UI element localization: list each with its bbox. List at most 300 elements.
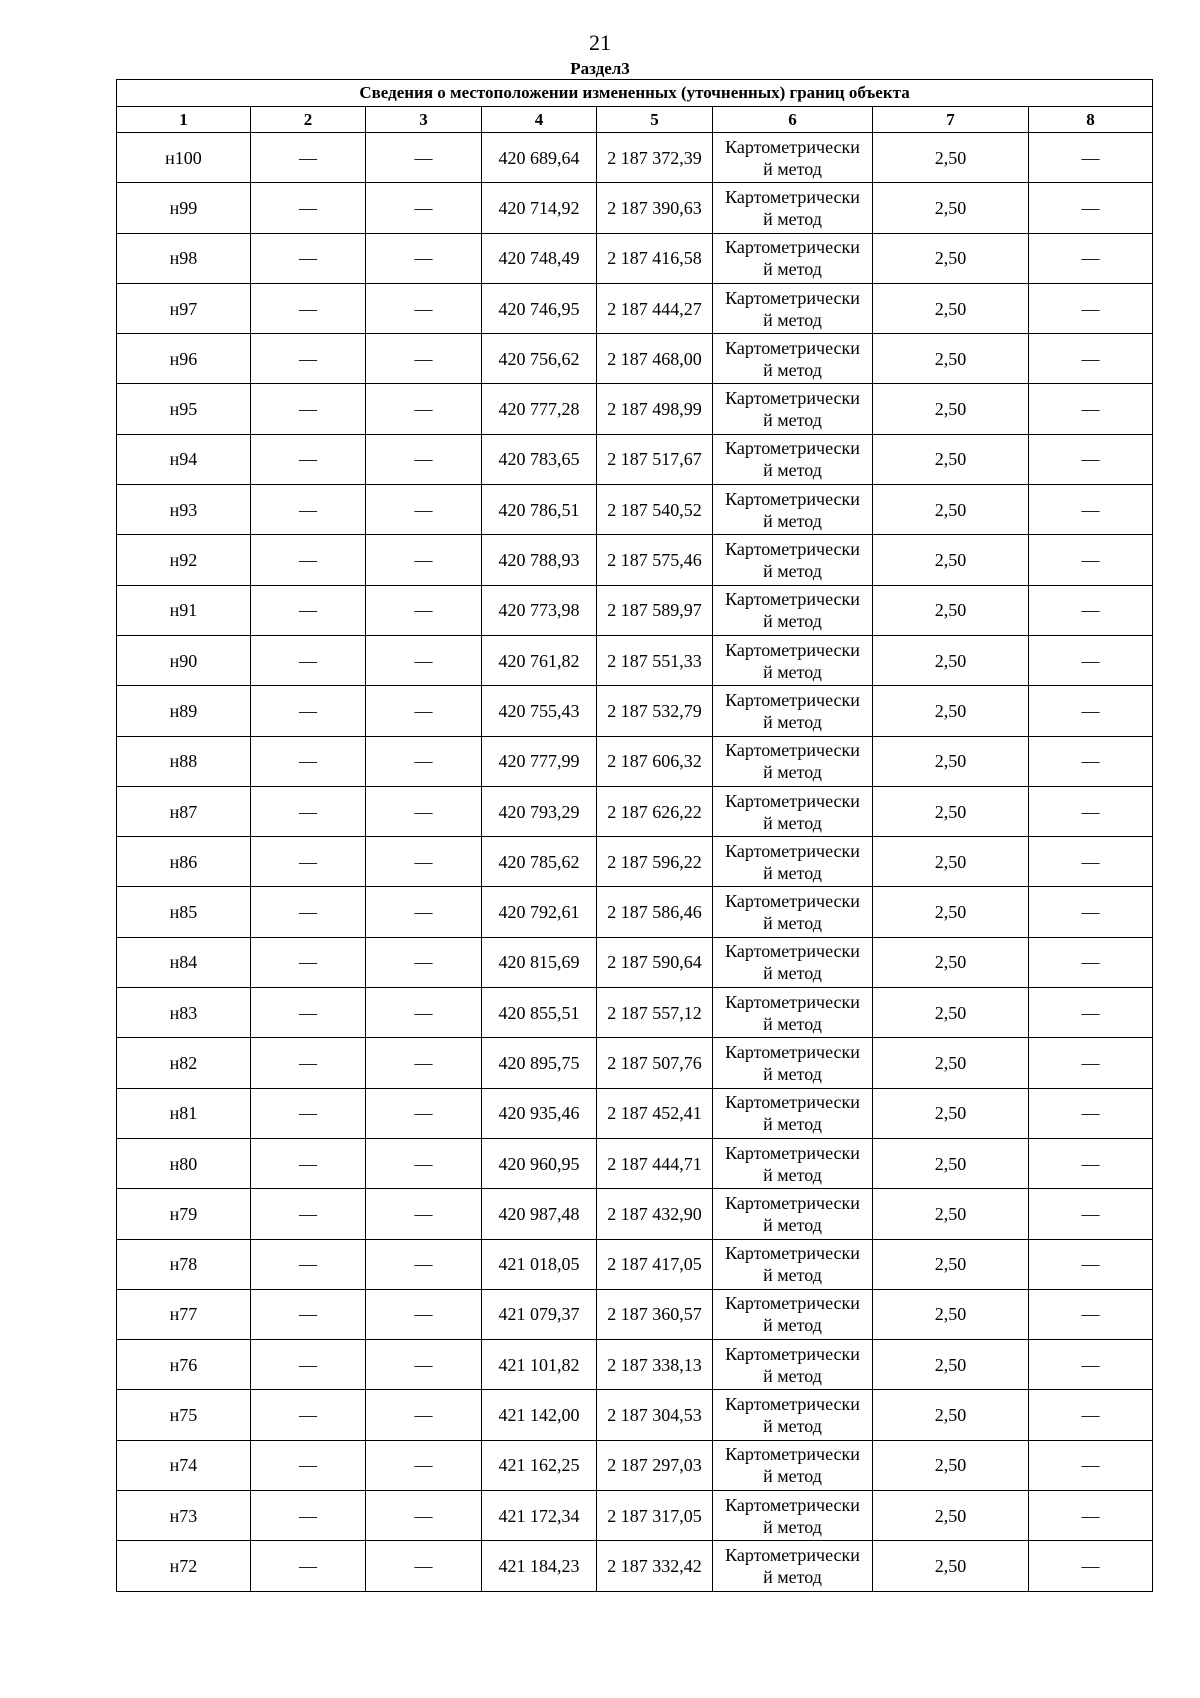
table-row xyxy=(117,887,1153,937)
method-line: Картометрически xyxy=(725,1142,860,1163)
dash-mark: — xyxy=(299,1103,317,1124)
dash-mark: — xyxy=(414,1002,433,1023)
point-number-cell: н73 xyxy=(117,1491,251,1541)
x-coordinate-cell: 420 793,29 xyxy=(482,786,597,836)
accuracy-cell: 2,50 xyxy=(873,686,1029,736)
empty-dash-cell xyxy=(366,434,482,484)
dash-mark: — xyxy=(299,449,317,470)
y-coordinate-cell: 2 187 517,67 xyxy=(597,434,713,484)
point-number-cell: н84 xyxy=(117,937,251,987)
table-row xyxy=(117,485,1153,535)
empty-dash-cell xyxy=(1029,535,1153,585)
y-coordinate-cell: 2 187 498,99 xyxy=(597,384,713,434)
empty-dash-cell xyxy=(251,786,366,836)
empty-dash-cell xyxy=(251,1289,366,1339)
page-number: 21 xyxy=(589,30,611,55)
empty-dash-cell xyxy=(366,988,482,1038)
method-line: Картометрически xyxy=(725,287,860,308)
column-header: 7 xyxy=(873,107,1029,133)
y-coordinate-cell: 2 187 338,13 xyxy=(597,1340,713,1390)
empty-dash-cell xyxy=(366,585,482,635)
dash-mark: — xyxy=(1081,600,1100,621)
y-coordinate-cell: 2 187 360,57 xyxy=(597,1289,713,1339)
method-cell xyxy=(713,334,873,384)
point-number-cell: н78 xyxy=(117,1239,251,1289)
table-row xyxy=(117,1189,1153,1239)
method-line: Картометрически xyxy=(725,438,860,459)
empty-dash-cell xyxy=(1029,384,1153,434)
x-coordinate-cell: 421 142,00 xyxy=(482,1390,597,1440)
dash-mark: — xyxy=(414,902,433,923)
dash-mark: — xyxy=(414,147,433,168)
x-coordinate-cell: 420 748,49 xyxy=(482,233,597,283)
dash-mark: — xyxy=(414,1203,433,1224)
accuracy-cell: 2,50 xyxy=(873,585,1029,635)
y-coordinate-cell: 2 187 432,90 xyxy=(597,1189,713,1239)
x-coordinate-cell: 420 960,95 xyxy=(482,1138,597,1188)
accuracy-cell: 2,50 xyxy=(873,937,1029,987)
dash-mark: — xyxy=(1081,1405,1100,1426)
table-row xyxy=(117,937,1153,987)
method-line: й метод xyxy=(763,1214,822,1235)
empty-dash-cell xyxy=(251,334,366,384)
method-line: Картометрически xyxy=(725,488,860,509)
dash-mark: — xyxy=(1081,499,1100,520)
method-cell xyxy=(713,384,873,434)
y-coordinate-cell: 2 187 417,05 xyxy=(597,1239,713,1289)
method-cell xyxy=(713,1491,873,1541)
method-cell xyxy=(713,736,873,786)
method-cell xyxy=(713,585,873,635)
empty-dash-cell xyxy=(251,1239,366,1289)
dash-mark: — xyxy=(1081,248,1100,269)
x-coordinate-cell: 420 777,99 xyxy=(482,736,597,786)
y-coordinate-cell: 2 187 532,79 xyxy=(597,686,713,736)
dash-mark: — xyxy=(1081,147,1100,168)
y-coordinate-cell: 2 187 507,76 xyxy=(597,1038,713,1088)
method-line: й метод xyxy=(763,963,822,984)
dash-mark: — xyxy=(414,1505,433,1526)
point-number-cell: н79 xyxy=(117,1189,251,1239)
y-coordinate-cell: 2 187 626,22 xyxy=(597,786,713,836)
method-cell xyxy=(713,887,873,937)
y-coordinate-cell: 2 187 586,46 xyxy=(597,887,713,937)
dash-mark: — xyxy=(299,1304,317,1325)
dash-mark: — xyxy=(299,1002,317,1023)
empty-dash-cell xyxy=(251,837,366,887)
x-coordinate-cell: 421 079,37 xyxy=(482,1289,597,1339)
method-line: Картометрически xyxy=(725,840,860,861)
table-body xyxy=(117,133,1153,1592)
method-line: Картометрически xyxy=(725,689,860,710)
empty-dash-cell xyxy=(1029,283,1153,333)
method-line: й метод xyxy=(763,1516,822,1537)
accuracy-cell: 2,50 xyxy=(873,434,1029,484)
point-number-cell: н82 xyxy=(117,1038,251,1088)
x-coordinate-cell: 421 172,34 xyxy=(482,1491,597,1541)
dash-mark: — xyxy=(414,248,433,269)
dash-mark: — xyxy=(299,801,317,822)
method-cell xyxy=(713,233,873,283)
empty-dash-cell xyxy=(251,283,366,333)
y-coordinate-cell: 2 187 551,33 xyxy=(597,635,713,685)
column-header: 2 xyxy=(251,107,366,133)
table-caption: Сведения о местоположении измененных (уточненных) границ объекта xyxy=(117,80,1153,107)
empty-dash-cell xyxy=(251,1541,366,1591)
x-coordinate-cell: 421 162,25 xyxy=(482,1440,597,1490)
y-coordinate-cell: 2 187 444,71 xyxy=(597,1138,713,1188)
accuracy-cell: 2,50 xyxy=(873,384,1029,434)
point-number-cell: н93 xyxy=(117,485,251,535)
y-coordinate-cell: 2 187 589,97 xyxy=(597,585,713,635)
dash-mark: — xyxy=(299,1505,317,1526)
method-cell xyxy=(713,283,873,333)
y-coordinate-cell: 2 187 540,52 xyxy=(597,485,713,535)
method-line: й метод xyxy=(763,812,822,833)
accuracy-cell: 2,50 xyxy=(873,183,1029,233)
dash-mark: — xyxy=(1081,801,1100,822)
empty-dash-cell xyxy=(1029,1239,1153,1289)
table-row xyxy=(117,1289,1153,1339)
table-row xyxy=(117,1390,1153,1440)
method-line: й метод xyxy=(763,561,822,582)
table-row xyxy=(117,1440,1153,1490)
method-cell xyxy=(713,183,873,233)
dash-mark: — xyxy=(1081,1304,1100,1325)
x-coordinate-cell: 420 746,95 xyxy=(482,283,597,333)
accuracy-cell: 2,50 xyxy=(873,233,1029,283)
x-coordinate-cell: 420 777,28 xyxy=(482,384,597,434)
method-line: Картометрически xyxy=(725,1444,860,1465)
accuracy-cell: 2,50 xyxy=(873,1138,1029,1188)
empty-dash-cell xyxy=(251,384,366,434)
table-row xyxy=(117,585,1153,635)
empty-dash-cell xyxy=(366,1440,482,1490)
point-number-cell: н75 xyxy=(117,1390,251,1440)
empty-dash-cell xyxy=(1029,1541,1153,1591)
dash-mark: — xyxy=(1081,700,1100,721)
table-row xyxy=(117,1138,1153,1188)
dash-mark: — xyxy=(299,952,317,973)
empty-dash-cell xyxy=(1029,1390,1153,1440)
point-number-cell: н91 xyxy=(117,585,251,635)
point-number-cell: н100 xyxy=(117,133,251,183)
dash-mark: — xyxy=(414,499,433,520)
empty-dash-cell xyxy=(251,233,366,283)
x-coordinate-cell: 420 773,98 xyxy=(482,585,597,635)
method-line: Картометрически xyxy=(725,388,860,409)
method-line: й метод xyxy=(763,862,822,883)
dash-mark: — xyxy=(1081,1555,1100,1576)
empty-dash-cell xyxy=(251,434,366,484)
dash-mark: — xyxy=(1081,1103,1100,1124)
dash-mark: — xyxy=(414,600,433,621)
x-coordinate-cell: 420 689,64 xyxy=(482,133,597,183)
dash-mark: — xyxy=(299,550,317,571)
dash-mark: — xyxy=(414,550,433,571)
method-cell xyxy=(713,1038,873,1088)
point-number-cell: н97 xyxy=(117,283,251,333)
dash-mark: — xyxy=(1081,399,1100,420)
method-line: Картометрически xyxy=(725,1192,860,1213)
empty-dash-cell xyxy=(1029,133,1153,183)
point-number-cell: н83 xyxy=(117,988,251,1038)
dash-mark: — xyxy=(299,700,317,721)
dash-mark: — xyxy=(299,751,317,772)
column-header: 3 xyxy=(366,107,482,133)
dash-mark: — xyxy=(1081,1354,1100,1375)
dash-mark: — xyxy=(299,1555,317,1576)
point-number-cell: н99 xyxy=(117,183,251,233)
point-number-cell: н95 xyxy=(117,384,251,434)
point-number-cell: н72 xyxy=(117,1541,251,1591)
method-line: Картометрически xyxy=(725,891,860,912)
empty-dash-cell xyxy=(1029,434,1153,484)
empty-dash-cell xyxy=(1029,937,1153,987)
empty-dash-cell xyxy=(1029,1289,1153,1339)
dash-mark: — xyxy=(414,851,433,872)
empty-dash-cell xyxy=(1029,485,1153,535)
dash-mark: — xyxy=(299,650,317,671)
y-coordinate-cell: 2 187 416,58 xyxy=(597,233,713,283)
accuracy-cell: 2,50 xyxy=(873,887,1029,937)
table-row xyxy=(117,736,1153,786)
empty-dash-cell xyxy=(366,1541,482,1591)
method-cell xyxy=(713,133,873,183)
method-line: Картометрически xyxy=(725,237,860,258)
table-row xyxy=(117,635,1153,685)
point-number-cell: н81 xyxy=(117,1088,251,1138)
accuracy-cell: 2,50 xyxy=(873,1491,1029,1541)
dash-mark: — xyxy=(414,399,433,420)
empty-dash-cell xyxy=(366,1038,482,1088)
method-cell xyxy=(713,937,873,987)
method-cell xyxy=(713,1239,873,1289)
dash-mark: — xyxy=(299,1455,317,1476)
dash-mark: — xyxy=(414,449,433,470)
y-coordinate-cell: 2 187 557,12 xyxy=(597,988,713,1038)
method-line: й метод xyxy=(763,1365,822,1386)
table-row xyxy=(117,233,1153,283)
method-line: й метод xyxy=(763,410,822,431)
method-line: й метод xyxy=(763,309,822,330)
dash-mark: — xyxy=(414,700,433,721)
method-line: Картометрически xyxy=(725,1092,860,1113)
dash-mark: — xyxy=(1081,650,1100,671)
method-line: й метод xyxy=(763,1265,822,1286)
dash-mark: — xyxy=(414,801,433,822)
point-number-cell: н88 xyxy=(117,736,251,786)
empty-dash-cell xyxy=(366,1239,482,1289)
method-line: й метод xyxy=(763,1063,822,1084)
y-coordinate-cell: 2 187 304,53 xyxy=(597,1390,713,1440)
y-coordinate-cell: 2 187 452,41 xyxy=(597,1088,713,1138)
empty-dash-cell xyxy=(366,686,482,736)
empty-dash-cell xyxy=(1029,837,1153,887)
dash-mark: — xyxy=(1081,1505,1100,1526)
dash-mark: — xyxy=(1081,751,1100,772)
empty-dash-cell xyxy=(366,1138,482,1188)
empty-dash-cell xyxy=(251,1189,366,1239)
method-cell xyxy=(713,1088,873,1138)
empty-dash-cell xyxy=(1029,1138,1153,1188)
empty-dash-cell xyxy=(366,485,482,535)
table-row xyxy=(117,1340,1153,1390)
empty-dash-cell xyxy=(1029,1038,1153,1088)
dash-mark: — xyxy=(1081,1153,1100,1174)
empty-dash-cell xyxy=(1029,887,1153,937)
accuracy-cell: 2,50 xyxy=(873,635,1029,685)
method-cell xyxy=(713,686,873,736)
empty-dash-cell xyxy=(366,837,482,887)
dash-mark: — xyxy=(414,1052,433,1073)
table-row xyxy=(117,786,1153,836)
method-cell xyxy=(713,786,873,836)
empty-dash-cell xyxy=(251,937,366,987)
dash-mark: — xyxy=(1081,449,1100,470)
method-cell xyxy=(713,1138,873,1188)
method-line: й метод xyxy=(763,1164,822,1185)
x-coordinate-cell: 420 855,51 xyxy=(482,988,597,1038)
method-line: й метод xyxy=(763,661,822,682)
method-cell xyxy=(713,1289,873,1339)
accuracy-cell: 2,50 xyxy=(873,736,1029,786)
table-row xyxy=(117,434,1153,484)
x-coordinate-cell: 420 895,75 xyxy=(482,1038,597,1088)
y-coordinate-cell: 2 187 372,39 xyxy=(597,133,713,183)
table-row xyxy=(117,535,1153,585)
accuracy-cell: 2,50 xyxy=(873,837,1029,887)
dash-mark: — xyxy=(414,1103,433,1124)
point-number-cell: н74 xyxy=(117,1440,251,1490)
empty-dash-cell xyxy=(366,1189,482,1239)
x-coordinate-cell: 420 783,65 xyxy=(482,434,597,484)
column-header: 8 xyxy=(1029,107,1153,133)
accuracy-cell: 2,50 xyxy=(873,1088,1029,1138)
empty-dash-cell xyxy=(251,1440,366,1490)
empty-dash-cell xyxy=(1029,786,1153,836)
accuracy-cell: 2,50 xyxy=(873,1541,1029,1591)
column-header: 4 xyxy=(482,107,597,133)
x-coordinate-cell: 420 792,61 xyxy=(482,887,597,937)
dash-mark: — xyxy=(414,348,433,369)
method-line: й метод xyxy=(763,913,822,934)
dash-mark: — xyxy=(299,348,317,369)
x-coordinate-cell: 421 101,82 xyxy=(482,1340,597,1390)
x-coordinate-cell: 420 786,51 xyxy=(482,485,597,535)
dash-mark: — xyxy=(414,650,433,671)
dash-mark: — xyxy=(1081,851,1100,872)
empty-dash-cell xyxy=(366,887,482,937)
point-number-cell: н92 xyxy=(117,535,251,585)
dash-mark: — xyxy=(414,1405,433,1426)
method-cell xyxy=(713,1440,873,1490)
point-number-cell: н80 xyxy=(117,1138,251,1188)
point-number-cell: н86 xyxy=(117,837,251,887)
dash-mark: — xyxy=(1081,298,1100,319)
dash-mark: — xyxy=(299,1203,317,1224)
dash-mark: — xyxy=(299,1153,317,1174)
dash-mark: — xyxy=(1081,1254,1100,1275)
accuracy-cell: 2,50 xyxy=(873,1340,1029,1390)
dash-mark: — xyxy=(299,902,317,923)
table-row xyxy=(117,133,1153,183)
table-row xyxy=(117,183,1153,233)
dash-mark: — xyxy=(1081,1052,1100,1073)
method-line: й метод xyxy=(763,259,822,280)
empty-dash-cell xyxy=(251,1390,366,1440)
table-row xyxy=(117,686,1153,736)
method-line: й метод xyxy=(763,762,822,783)
method-line: й метод xyxy=(763,1114,822,1135)
y-coordinate-cell: 2 187 332,42 xyxy=(597,1541,713,1591)
empty-dash-cell xyxy=(366,384,482,434)
empty-dash-cell xyxy=(251,535,366,585)
method-line: Картометрически xyxy=(725,539,860,560)
empty-dash-cell xyxy=(366,937,482,987)
accuracy-cell: 2,50 xyxy=(873,1189,1029,1239)
accuracy-cell: 2,50 xyxy=(873,1440,1029,1490)
empty-dash-cell xyxy=(1029,686,1153,736)
point-number-cell: н77 xyxy=(117,1289,251,1339)
dash-mark: — xyxy=(1081,1203,1100,1224)
accuracy-cell: 2,50 xyxy=(873,1390,1029,1440)
accuracy-cell: 2,50 xyxy=(873,535,1029,585)
empty-dash-cell xyxy=(1029,1440,1153,1490)
x-coordinate-cell: 420 761,82 xyxy=(482,635,597,685)
empty-dash-cell xyxy=(251,887,366,937)
empty-dash-cell xyxy=(366,1289,482,1339)
method-line: й метод xyxy=(763,1466,822,1487)
method-cell xyxy=(713,1541,873,1591)
dash-mark: — xyxy=(414,1304,433,1325)
empty-dash-cell xyxy=(366,1491,482,1541)
dash-mark: — xyxy=(1081,952,1100,973)
dash-mark: — xyxy=(414,952,433,973)
y-coordinate-cell: 2 187 468,00 xyxy=(597,334,713,384)
x-coordinate-cell: 420 815,69 xyxy=(482,937,597,987)
method-line: Картометрически xyxy=(725,1293,860,1314)
method-line: Картометрически xyxy=(725,1343,860,1364)
empty-dash-cell xyxy=(366,736,482,786)
dash-mark: — xyxy=(299,248,317,269)
empty-dash-cell xyxy=(1029,736,1153,786)
method-line: й метод xyxy=(763,510,822,531)
empty-dash-cell xyxy=(251,1138,366,1188)
x-coordinate-cell: 421 184,23 xyxy=(482,1541,597,1591)
dash-mark: — xyxy=(1081,348,1100,369)
empty-dash-cell xyxy=(1029,1491,1153,1541)
table-row xyxy=(117,1491,1153,1541)
empty-dash-cell xyxy=(1029,1088,1153,1138)
dash-mark: — xyxy=(1081,1455,1100,1476)
table-row xyxy=(117,1239,1153,1289)
table-row xyxy=(117,1541,1153,1591)
table-row xyxy=(117,1088,1153,1138)
dash-mark: — xyxy=(1081,1002,1100,1023)
empty-dash-cell xyxy=(251,585,366,635)
method-line: Картометрически xyxy=(725,1494,860,1515)
method-line: й метод xyxy=(763,158,822,179)
accuracy-cell: 2,50 xyxy=(873,133,1029,183)
y-coordinate-cell: 2 187 590,64 xyxy=(597,937,713,987)
empty-dash-cell xyxy=(1029,1189,1153,1239)
point-number-cell: н85 xyxy=(117,887,251,937)
empty-dash-cell xyxy=(251,1340,366,1390)
empty-dash-cell xyxy=(251,635,366,685)
empty-dash-cell xyxy=(1029,635,1153,685)
y-coordinate-cell: 2 187 390,63 xyxy=(597,183,713,233)
